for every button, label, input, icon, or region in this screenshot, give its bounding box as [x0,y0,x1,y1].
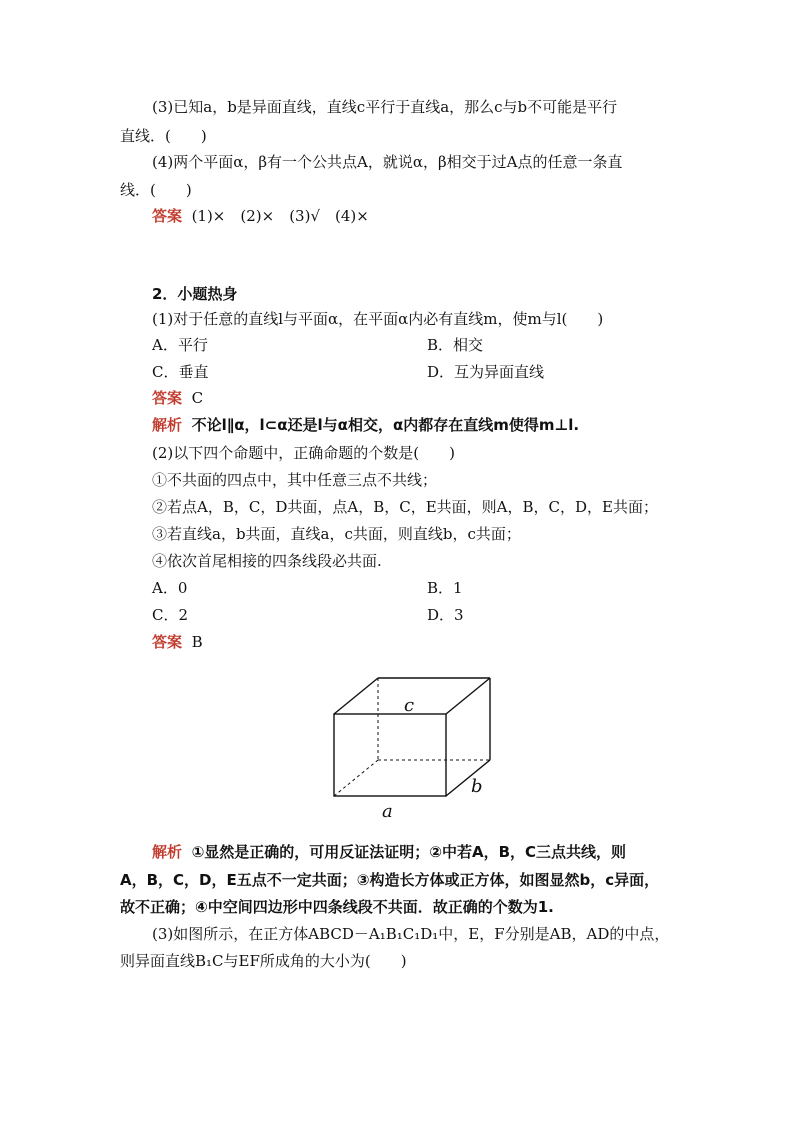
section2-heading: 2．小题热身 [152,285,238,303]
p1-analysis-text: 不论l∥α，l⊂α还是l与α相交，α内都存在直线m使得m⊥l. [191,416,580,434]
q4-line2: 线．( ) [120,181,192,199]
cuboid-diagram [318,656,510,828]
answer-label: 答案 [152,207,183,225]
p2-answer-value: B [191,633,203,651]
p2-answer [152,632,712,652]
p1-option-d: D．互为异面直线 [427,363,545,381]
p2-item-3: ③若直线a，b共面，直线a，c共面，则直线b，c共面； [152,525,521,543]
hidden-left-edge [334,760,378,796]
p1-answer [152,388,712,408]
box-figure [318,656,510,828]
label-c: c [404,695,415,716]
p1-option-b: B．相交 [427,336,484,354]
answer-1 [152,206,712,226]
label-a: a [382,801,393,822]
p2-item-2: ②若点A，B，C，D共面，点A，B，C，E共面，则A，B，C，D，E共面； [152,498,658,516]
q4-line1: (4)两个平面α，β有一个公共点A，就说α，β相交于过A点的任意一条直 [152,153,623,171]
p2-option-a: A．0 [152,579,188,597]
p2-analysis-line2: A，B，C，D，E五点不一定共面；③构造长方体或正方体，如图显然b，c异面， [120,871,660,889]
p1-option-c: C．垂直 [152,363,209,381]
p1-answer-label: 答案 [152,389,183,407]
p2-item-4: ④依次首尾相接的四条线段必共面. [152,552,382,570]
p1-analysis-label: 解析 [152,416,183,434]
p1-option-a: A．平行 [152,336,208,354]
p2-option-c: C．2 [152,606,189,624]
p2-analysis-line1 [152,842,712,862]
p1-analysis [152,415,712,435]
p2-analysis-line3: 故不正确；④中空间四边形中四条线段不共面．故正确的个数为1. [120,898,554,916]
p2-analysis-text1: ①显然是正确的，可用反证法证明；②中若A，B，C三点共线，则 [191,843,627,861]
q3-line1: (3)已知a，b是异面直线，直线c平行于直线a，那么c与b不可能是平行 [152,98,618,116]
p2-answer-label: 答案 [152,633,183,651]
p3-line2: 则异面直线B₁C与EF所成角的大小为( ) [120,952,407,970]
q3-line2: 直线．( ) [120,127,207,145]
p2-analysis-label: 解析 [152,843,183,861]
p3-line1: (3)如图所示，在正方体ABCD－A₁B₁C₁D₁中，E，F分别是AB，AD的中点， [152,925,670,943]
bottom-right-edge [446,760,490,796]
top-left-edge [334,678,378,714]
front-face [334,714,446,796]
p1-question: (1)对于任意的直线l与平面α，在平面α内必有直线m，使m与l( ) [152,310,604,328]
p1-answer-value: C [191,389,204,407]
label-b: b [471,776,483,797]
p2-item-1: ①不共面的四点中，其中任意三点不共线； [152,471,438,489]
top-right-edge [446,678,490,714]
answer-text: (1)× (2)× (3)√ (4)× [191,207,369,225]
p2-question: (2)以下四个命题中，正确命题的个数是( ) [152,444,455,462]
p2-option-d: D．3 [427,606,464,624]
p2-option-b: B．1 [427,579,463,597]
